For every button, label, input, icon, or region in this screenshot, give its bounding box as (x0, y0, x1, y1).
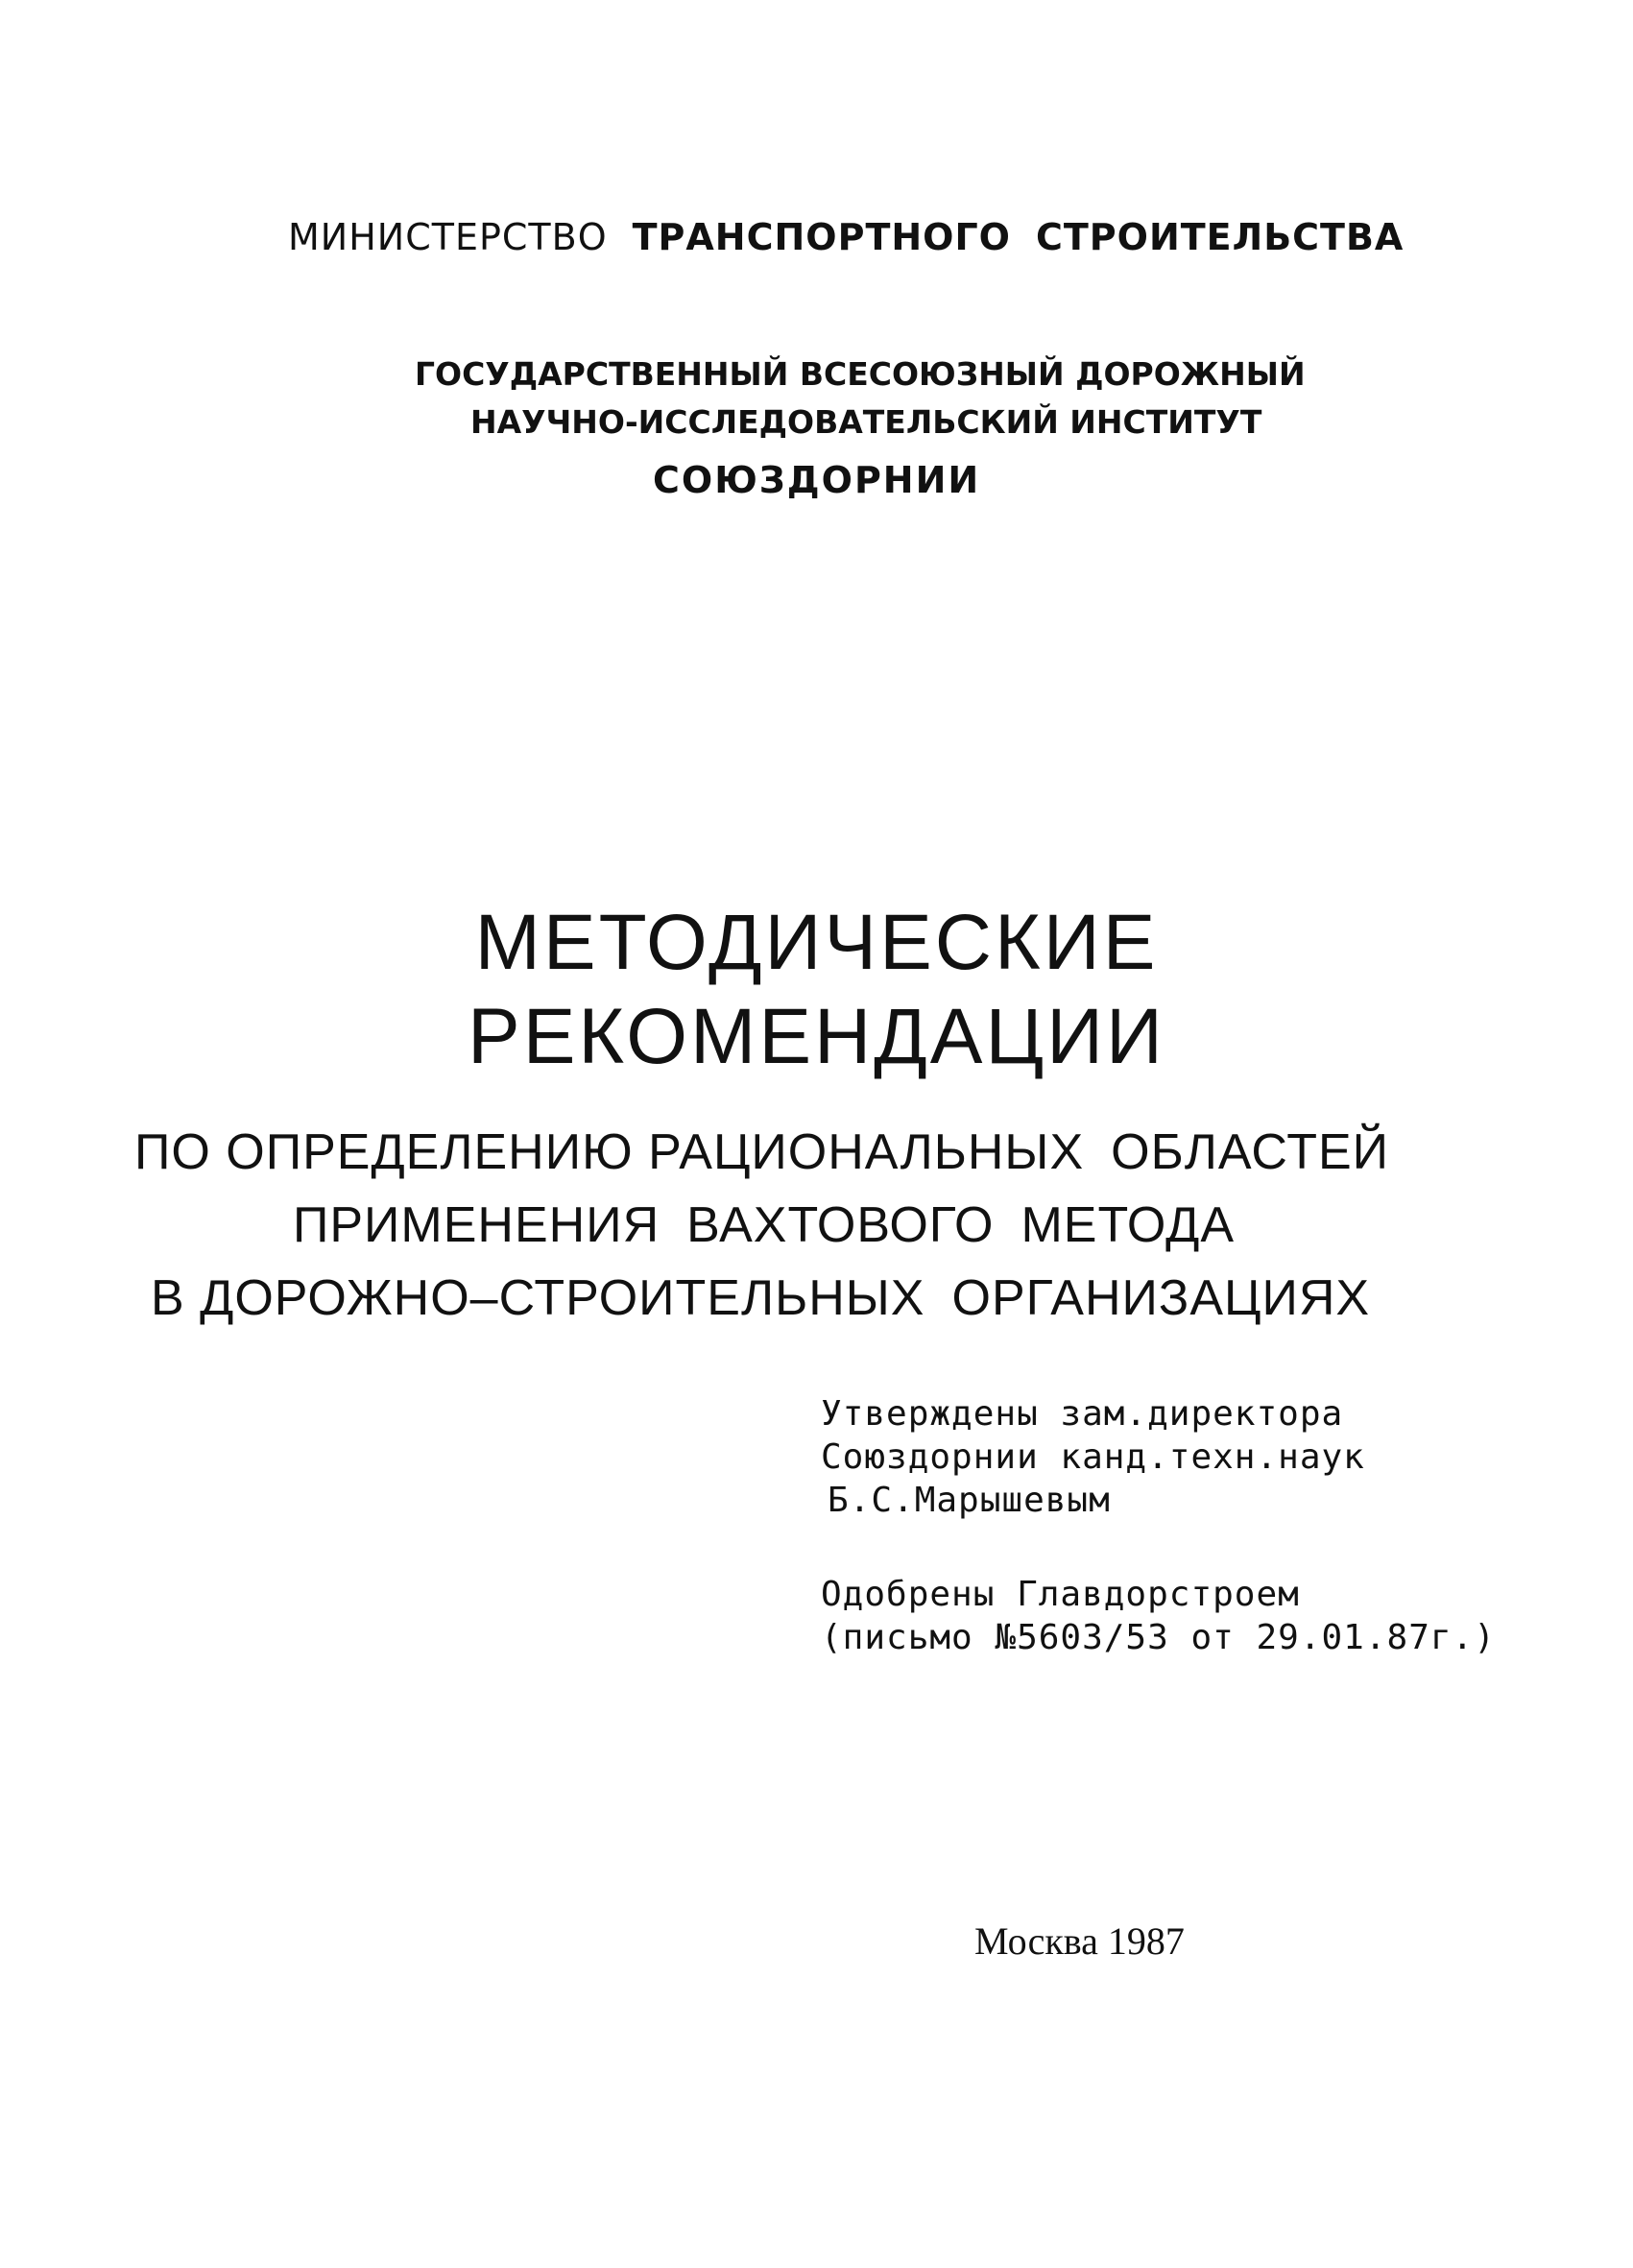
approval-line-3: Б.С.Марышевым (828, 1481, 1111, 1520)
subtitle-line-1-part-1: ПО ОПРЕДЕЛЕНИЮ РАЦИОНАЛЬНЫХ (134, 1124, 1085, 1180)
approval-line-2: Союздорнии канд.техн.наук (821, 1437, 1365, 1477)
institute-name-line-2: НАУЧНО-ИССЛЕДОВАТЕЛЬСКИЙ ИНСТИТУТ (470, 403, 1262, 441)
ministry-word-2: ТРАНСПОРТНОГО (632, 216, 1011, 258)
subtitle-line-2-part-2: ВАХТОВОГО (686, 1197, 995, 1253)
city-year: Москва 1987 (974, 1919, 1185, 1963)
subtitle-line-3-part-1: В ДОРОЖНО–СТРОИТЕЛЬНЫХ (151, 1270, 925, 1326)
subtitle-line-1 (134, 1123, 1389, 1181)
institute-brand: СОЮЗДОРНИИ (653, 459, 981, 501)
endorsement-line-1: Одобрены Главдорстроем (821, 1575, 1300, 1614)
ministry-name (288, 216, 1429, 258)
ministry-word-3: СТРОИТЕЛЬСТВА (1035, 216, 1405, 258)
ministry-word-1: МИНИСТЕРСТВО (288, 216, 608, 258)
document-title-line-1: МЕТОДИЧЕСКИЕ (474, 899, 1159, 986)
subtitle-line-3-part-2: ОРГАНИЗАЦИЯХ (951, 1270, 1371, 1326)
subtitle-line-3 (151, 1269, 1370, 1327)
document-title-line-2: РЕКОМЕНДАЦИИ (468, 993, 1165, 1080)
institute-name-line-1: ГОСУДАРСТВЕННЫЙ ВСЕСОЮЗНЫЙ ДОРОЖНЫЙ (415, 355, 1306, 393)
subtitle-line-2-part-3: МЕТОДА (1021, 1197, 1236, 1253)
subtitle-line-1-part-2: ОБЛАСТЕЙ (1111, 1124, 1390, 1180)
endorsement-line-2: (письмо №5603/53 от 29.01.87г.) (821, 1618, 1496, 1657)
subtitle-line-2-part-1: ПРИМЕНЕНИЯ (293, 1197, 660, 1253)
subtitle-line-2 (293, 1196, 1235, 1254)
approval-line-1: Утверждены зам.директора (821, 1394, 1344, 1434)
